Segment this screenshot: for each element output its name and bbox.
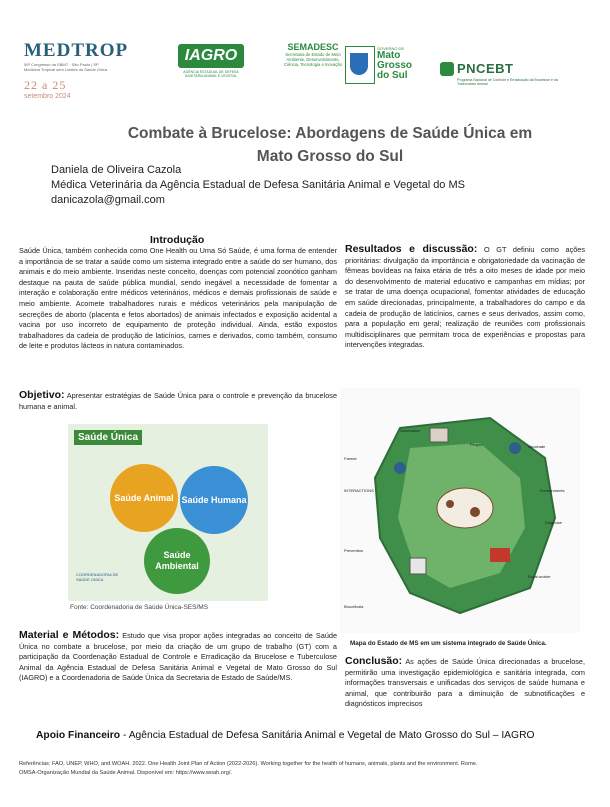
references xyxy=(19,760,579,777)
ms-map-figure xyxy=(340,388,580,633)
cow-icon xyxy=(440,62,454,76)
map-label-vaccinate: Vaccinate xyxy=(528,444,546,449)
farm-building-icon xyxy=(430,428,448,442)
saude-unica-title: Saúde Única xyxy=(74,430,142,445)
pncebt-name: PNCEBT xyxy=(457,61,514,76)
cow-icon xyxy=(437,488,493,528)
map-label-environments: Environments xyxy=(540,488,565,493)
author-name: Daniela de Oliveira Cazola xyxy=(51,164,182,176)
medtrop-month: setembro 2024 xyxy=(24,93,71,100)
ms-map-illustration xyxy=(340,388,580,633)
map-label-people: People xyxy=(470,442,483,447)
governo-small: GOVERNO DE xyxy=(377,46,405,51)
author-email: danicazola@gmail.com xyxy=(51,194,165,206)
pncebt-logo xyxy=(440,60,560,86)
map-label-brucellosis: Brucellosis xyxy=(344,604,364,609)
reference-1: Referências: FAO, UNEP, WHO, and WOAH. 2022. One Health Joint Plan of Action (2022-2026). Working together for the health of humans, animals, plants and the environment. Rome. xyxy=(19,761,478,767)
saude-unica-figure xyxy=(68,424,268,601)
objective-heading: Objetivo: xyxy=(19,389,65,401)
funding-line xyxy=(36,730,535,741)
map-label-interactions: INTERACTIONS xyxy=(344,488,374,493)
medtrop-logo xyxy=(24,40,129,100)
methods-text: Estudo que visa propor ações integradas ao conceito de Saúde Única no combate a brucelose, por meio da criação de um grupo de trabalho (GT) com a participação da Coordenação Estadual de Controle e Erradicação da Brucelose e Tuberculose Animal da Agência Estadual de Defesa Sanitária Animal e Vegetal de Mato Grosso do Sul (IAGRO) e a Coordenadoria de Saúde Única da Secretaria de Estado de Saúde/MS. xyxy=(19,631,338,683)
tractor-icon xyxy=(490,548,510,562)
governo-do-sul: do Sul xyxy=(377,70,408,81)
results-section xyxy=(345,244,585,351)
medtrop-tagline: Medicina Tropical sem Limites da Saúde Única xyxy=(24,67,108,72)
coordenadoria-logo: COORDENADORIA DE SAÚDE ÚNICA xyxy=(76,572,119,582)
coat-of-arms-icon xyxy=(345,46,375,84)
saude-humana-circle: Saúde Humana xyxy=(180,466,248,534)
figure-source: Fonte: Coordenadoria de Saúde Única-SES/MS xyxy=(70,604,209,611)
map-label-diagnose: Diagnose xyxy=(545,520,562,525)
results-heading: Resultados e discussão: xyxy=(345,243,478,255)
iagro-name: IAGRO xyxy=(178,44,244,68)
semadesc-logo xyxy=(282,42,344,67)
author-block xyxy=(51,163,465,208)
iagro-logo xyxy=(176,44,246,78)
saude-ambiental-circle: Saúde Ambiental xyxy=(144,528,210,594)
iagro-subtitle: AGÊNCIA ESTADUAL DE DEFESA SANITÁRIA ANIMAL E VEGETAL xyxy=(183,70,239,78)
governo-grosso: Grosso xyxy=(377,60,413,71)
intro-text: Saúde Única, também conhecida como One Health ou Uma Só Saúde, é uma forma de entender a importância de se tratar a saúde como um sistema integrado entre a saúde do ser humano, dos animais e do meio ambiente. Inseridas neste conceito, doenças com potencial zoonótico ganham destaque na pauta de saúde pública mundial, sendo inegável a necessidade de fomentar a interação e colaboração entre médicos veterinários, médicos e demais profissionais de saúde e meio ambiente. Acomete trabalhadores rurais e médicos veterinários pela manipulação de secreções de aborto (placenta e fetos abortados) de animais infectados e exposição acidental a vacina por uso incorreto de equipamento de proteção individual. Ainda, estão expostos trabalhadores da cadeia de produção de laticínios, carnes e derivados, como também, consumo de leite e produtos lácteos in natura contaminados. xyxy=(19,246,337,351)
medtrop-name: MEDTROP xyxy=(24,40,129,61)
conclusion-section xyxy=(345,656,585,710)
map-label-farmer: Farmer xyxy=(344,456,357,461)
intro-heading: Introdução xyxy=(150,234,205,246)
medtrop-subtitle: 59º Congresso da SBMT · São Paulo | SP xyxy=(24,62,99,67)
methods-section xyxy=(19,630,337,684)
conclusion-heading: Conclusão: xyxy=(345,655,403,667)
medtrop-dates: 22 a 25 xyxy=(24,78,67,92)
funding-label: Apoio Financeiro xyxy=(36,730,121,741)
saude-animal-circle: Saúde Animal xyxy=(110,464,178,532)
author-role: Médica Veterinária da Agência Estadual de Defesa Sanitária Animal e Vegetal do MS xyxy=(51,179,465,191)
reference-2: OMSA-Organização Mundial da Saúde Animal. Disponível em: https://www.woah.org/. xyxy=(19,769,232,776)
methods-heading: Material e Métodos: xyxy=(19,629,120,641)
funding-text: - Agência Estadual de Defesa Sanitária Animal e Vegetal de Mato Grosso do Sul – IAGRO xyxy=(120,730,535,741)
results-text: O GT definiu como ações prioritárias: divulgação da importância e obrigatoriedade da vacinação de fêmeas bovídeas na faixa etária de três a oito meses de idade por meio do desenvolvimento de material educativo e campanhas em mídias; por se tratar de uma doença ocupacional, fomentar atividades de educação em saúde direcionadas, principalmente, a trabalhadores do campo e da cadeia de produção de laticínios, carnes e seus derivados, assim como, para a população em geral; realização de reuniões com profissionais multidisciplinares que permitam troca de experiências e propostas para intervenções integradas. xyxy=(345,245,586,350)
map-label-rural-worker: Rural worker xyxy=(528,574,551,579)
objective-text: Apresentar estratégias de Saúde Única para o controle e prevenção da brucelose humana e animal. xyxy=(19,391,338,411)
objective-section xyxy=(19,390,337,412)
governo-ms-logo xyxy=(345,44,420,90)
conclusion-text: As ações de Saúde Única direcionadas a brucelose, permitirão uma investigação epidemiológica e sanitária integrada, com informações transversais e unificadas dos serviços de saúde humana e animal, que contribuirão para a diminuição de subnotificações e diagnósticos imprecisos xyxy=(345,657,586,709)
governo-mato: Mato xyxy=(377,50,401,61)
map-label-vaccination: Vaccination xyxy=(400,428,421,433)
map-label-prevention: Prevention xyxy=(344,548,364,553)
poster-title: Combate à Brucelose: Abordagens de Saúde Única em Mato Grosso do Sul xyxy=(127,125,533,165)
semadesc-subtitle: Secretaria de Estado de Meio Ambiente, Desenvolvimento, Ciência, Tecnologia e Inovação xyxy=(284,52,342,67)
vet-icon xyxy=(394,462,406,474)
map-caption: Mapa do Estado de MS em um sistema integrado de Saúde Única. xyxy=(350,640,547,647)
semadesc-name: SEMADESC xyxy=(287,42,339,52)
factory-icon xyxy=(410,558,426,574)
pncebt-subtitle: Programa Nacional de Controle e Erradicação da Brucelose e da Tuberculose Animal xyxy=(457,78,558,86)
person-icon xyxy=(509,442,521,454)
